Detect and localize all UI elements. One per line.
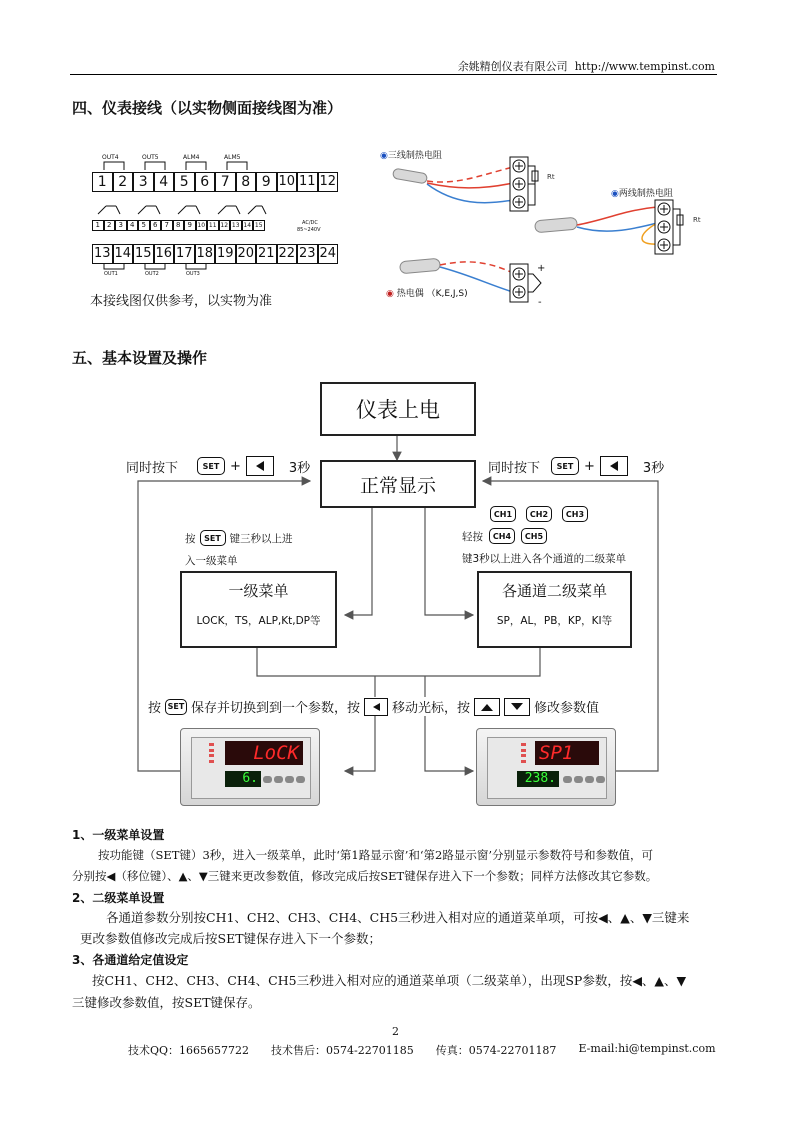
menu2-title: 各通道二级菜单 — [501, 582, 607, 600]
up-arrow-key-icon — [474, 698, 500, 716]
terminal-16: 16 — [154, 244, 175, 264]
label-out2: OUT2 — [145, 271, 159, 277]
footer-fax: 传真：0574-22701187 — [435, 1044, 557, 1057]
device-buttons — [263, 776, 305, 783]
page-footer — [128, 1042, 716, 1058]
terminal-3: 3 — [133, 172, 154, 192]
menu2-hint: 键3秒以上进入各个通道的二级菜单 — [462, 553, 627, 565]
setting1-line2: 分别按◀（移位键）、▲、▼三键来更改参数值，修改完成后按SET键保存进入下一个参数；同样方法修改其它参数。 — [72, 869, 658, 883]
page-number: 2 — [392, 1025, 399, 1038]
setting3-title: 3、各通道给定值设定 — [72, 953, 189, 967]
menu1-title: 一级菜单 — [228, 582, 289, 600]
ch5-key-icon: CH5 — [521, 528, 547, 544]
terminal-1: 1 — [92, 172, 113, 192]
ch3-key-icon: CH3 — [562, 506, 588, 522]
left-arrow-key-icon — [246, 456, 274, 476]
set-key-icon: SET — [200, 530, 226, 546]
indicator-leds — [521, 743, 527, 763]
mini-terminal-8: 8 — [173, 220, 185, 231]
terminal-6: 6 — [195, 172, 216, 192]
terminal-4: 4 — [154, 172, 175, 192]
menu1-items: LOCK，TS，ALP,Kt,DP等 — [196, 615, 321, 627]
set-key-icon: SET — [165, 699, 187, 715]
mini-terminal-5: 5 — [138, 220, 150, 231]
terminal-18: 18 — [195, 244, 216, 264]
two-wire-rtd-label: ◉两线制热电阻 — [611, 189, 673, 199]
tc-minus: - — [538, 297, 542, 308]
label-out1: OUT1 — [104, 271, 118, 277]
terminal-7: 7 — [215, 172, 236, 192]
ch1-key-icon: CH1 — [490, 506, 516, 522]
right-combo-instruction: 同时按下 SET + 3秒 — [488, 456, 664, 476]
terminal-14: 14 — [113, 244, 134, 264]
setting3-line1: 按CH1、CH2、CH3、CH4、CH5三秒进入相对应的通道菜单项（二级菜单），出现SP参数，按◀、▲、▼ — [92, 973, 687, 988]
section4-title: 四、仪表接线（以实物侧面接线图为准） — [72, 99, 343, 117]
down-arrow-key-icon — [504, 698, 530, 716]
mini-terminal-4: 4 — [127, 220, 139, 231]
terminal-22: 22 — [277, 244, 298, 264]
terminal-17: 17 — [174, 244, 195, 264]
power-label-voltage: 85~240V — [297, 227, 321, 233]
left-press-text: 同时按下 — [126, 460, 179, 476]
right-press-text: 同时按下 — [488, 460, 541, 476]
mini-terminal-15: 15 — [254, 222, 263, 229]
channel2-display: 6. — [225, 771, 261, 787]
device-display-right — [476, 728, 616, 806]
power-on-box: 仪表上电 — [320, 382, 476, 436]
thermocouple-label: ◉ 热电偶 （K,E,J,S) — [386, 289, 468, 299]
terminal-8: 8 — [236, 172, 257, 192]
setting3-line2: 三键修改参数值，按SET键保存。 — [72, 995, 261, 1010]
mini-terminal-1: 1 — [92, 220, 104, 231]
mini-terminal-3: 3 — [115, 220, 127, 231]
set-key-icon: SET — [551, 457, 579, 475]
mini-terminal-12: 12 — [220, 222, 229, 229]
menu2-box — [477, 571, 632, 648]
label-alm4: ALM4 — [183, 154, 200, 161]
rt-label-1: Rt — [547, 173, 555, 181]
edit-instruction: 按 SET 保存并切换到到一个参数，按 移动光标，按 修改参数值 — [146, 697, 601, 716]
mini-terminal-10: 10 — [197, 222, 206, 229]
mini-terminal-2: 2 — [104, 220, 116, 231]
terminal-15: 15 — [133, 244, 154, 264]
set-key-icon: SET — [197, 457, 225, 475]
three-wire-rtd-label: ◉三线制热电阻 — [380, 151, 442, 161]
ch-keys-row2: 轻按 CH4 CH5 — [462, 528, 547, 544]
label-out4: OUT4 — [102, 154, 119, 161]
terminal-11: 11 — [297, 172, 318, 192]
wiring-note: 本接线图仅供参考，以实物为准 — [90, 294, 273, 309]
terminal-5: 5 — [174, 172, 195, 192]
menu1-hint-line2: 入一级菜单 — [185, 555, 238, 567]
indicator-leds — [209, 743, 215, 763]
channel1-display: LoCK — [225, 741, 303, 765]
setting2-title: 2、二级菜单设置 — [72, 891, 165, 905]
channel2-display: 238. — [517, 771, 559, 787]
channel1-display: SP1 — [535, 741, 599, 765]
terminal-10: 10 — [277, 172, 298, 192]
left-arrow-key-icon — [600, 456, 628, 476]
menu1-hint-line1: 按 SET 键三秒以上进 — [185, 530, 293, 546]
terminal-20: 20 — [236, 244, 257, 264]
terminal-2: 2 — [113, 172, 134, 192]
ch2-key-icon: CH2 — [526, 506, 552, 522]
terminal-12: 12 — [318, 172, 339, 192]
terminal-13: 13 — [92, 244, 113, 264]
section5-title: 五、基本设置及操作 — [72, 349, 208, 367]
mini-terminal-13: 13 — [231, 222, 240, 229]
footer-email: E-mail:hi@tempinst.com — [578, 1042, 716, 1055]
company-name: 余姚精创仪表有限公司 — [457, 60, 568, 73]
device-buttons — [563, 776, 605, 783]
mini-terminal-7: 7 — [161, 220, 173, 231]
terminal-23: 23 — [297, 244, 318, 264]
tc-plus: + — [537, 263, 546, 274]
left-combo-instruction: 同时按下 SET + 3秒 — [126, 456, 310, 476]
rt-label-2: Rt — [693, 216, 701, 224]
terminal-24: 24 — [318, 244, 339, 264]
left-arrow-key-icon — [364, 698, 388, 716]
ch-keys-row1 — [490, 506, 588, 522]
device-display-left — [180, 728, 320, 806]
normal-display-box: 正常显示 — [320, 460, 476, 508]
mini-terminal-11: 11 — [208, 222, 217, 229]
mini-terminal-14: 14 — [243, 222, 252, 229]
footer-service: 技术售后：0574-22701185 — [271, 1044, 414, 1057]
setting1-title: 1、一级菜单设置 — [72, 828, 165, 842]
mini-terminal-9: 9 — [184, 220, 196, 231]
ch4-key-icon: CH4 — [489, 528, 515, 544]
label-out5: OUT5 — [142, 154, 159, 161]
label-out3: OUT3 — [186, 271, 200, 277]
setting1-line1: 按功能键（SET键）3秒，进入一级菜单，此时‘第1路显示窗’和‘第2路显示窗’分别显示参数符号和参数值，可 — [98, 848, 654, 862]
footer-qq: 技术QQ：1665657722 — [128, 1044, 250, 1057]
menu1-box — [180, 571, 337, 648]
terminal-19: 19 — [215, 244, 236, 264]
label-alm5: ALM5 — [224, 154, 241, 161]
setting2-line2: 更改参数值修改完成后按SET键保存进入下一个参数； — [80, 931, 382, 946]
setting2-line1: 各通道参数分别按CH1、CH2、CH3、CH4、CH5三秒进入相对应的通道菜单项，可按◀、▲、▼三键来 — [106, 910, 690, 925]
menu2-items: SP，AL，PB，KP，KI等 — [496, 615, 613, 627]
terminal-9: 9 — [256, 172, 277, 192]
company-url: http://www.tempinst.com — [574, 60, 715, 73]
power-label-acdc: AC/DC — [302, 220, 318, 226]
mini-terminal-6: 6 — [150, 220, 162, 231]
terminal-21: 21 — [256, 244, 277, 264]
